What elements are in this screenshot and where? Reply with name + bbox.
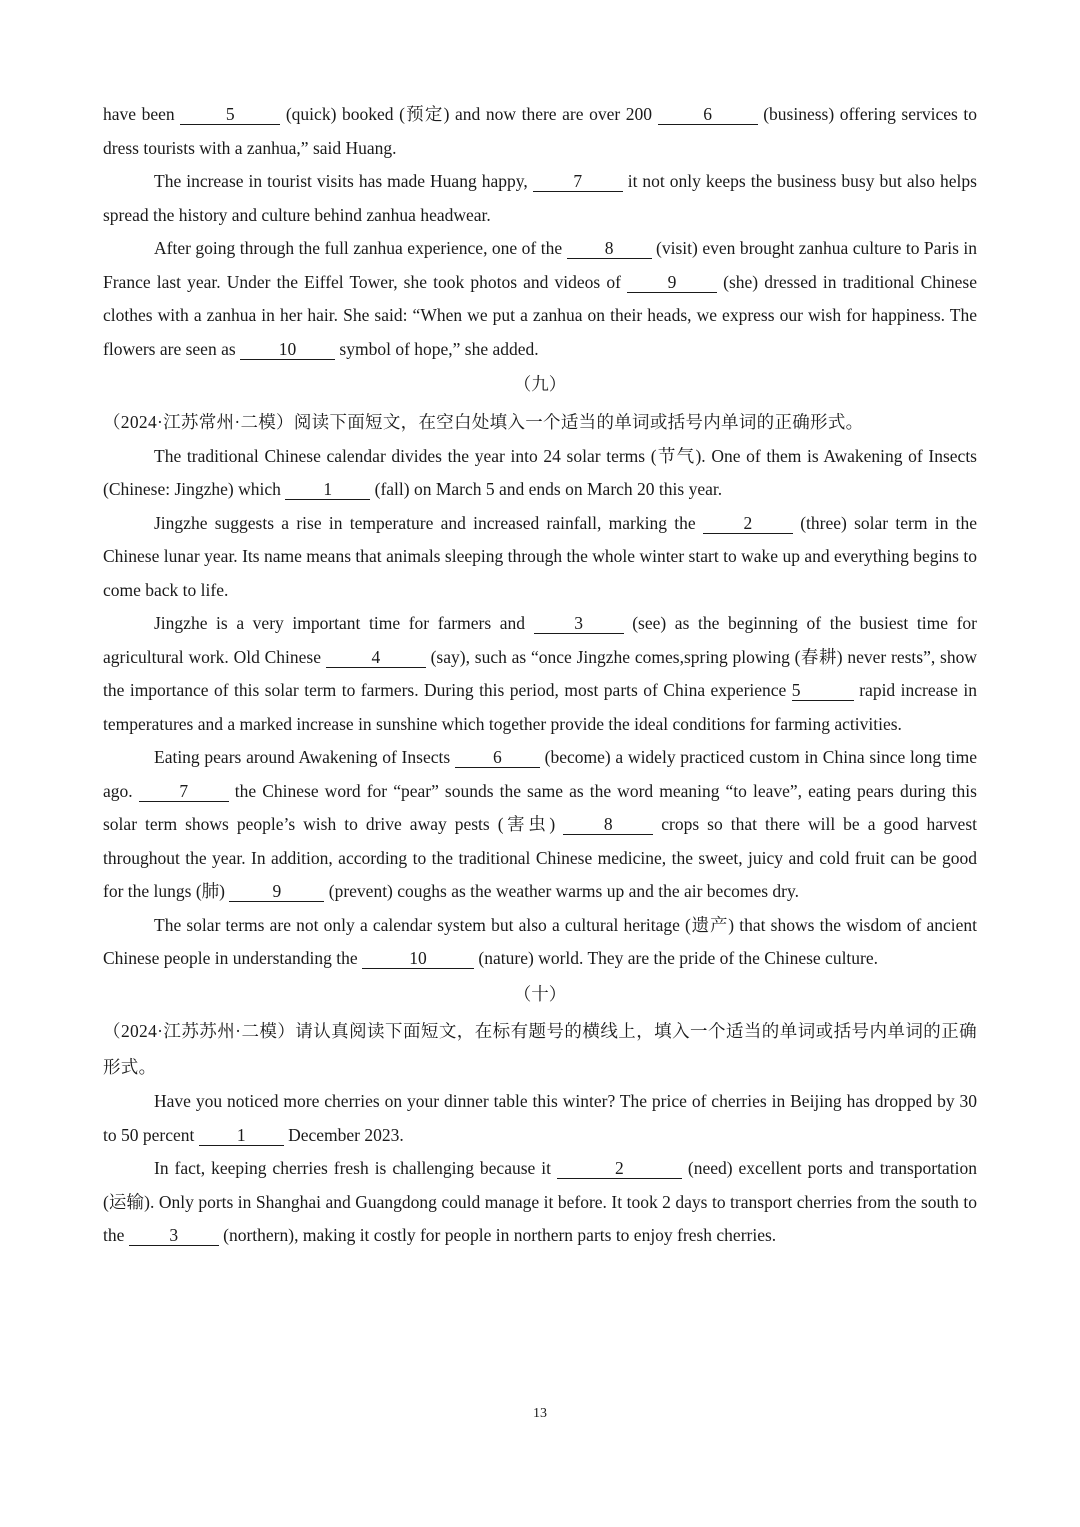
section-instructions: （2024·江苏苏州·二模）请认真阅读下面短文，在标有题号的横线上，填入一个适当的单词或括号内单词的正确形式。: [103, 1021, 977, 1077]
text: (she) dressed in traditional Chinese clothes with a zanhua in her hair. She said: “When we put a zanhua on their heads, we express our wish for happiness. The flowers are seen as: [103, 271, 977, 359]
text: After going through the full zanhua experience, one of the: [154, 238, 567, 258]
text: (become) a widely practiced custom in China since long time ago.: [103, 747, 977, 801]
paragraph: [103, 165, 977, 232]
paragraph: [103, 741, 977, 909]
text: December 2023.: [283, 1124, 404, 1145]
text: (see) as the beginning of the busiest time for agricultural work. Old Chinese: [103, 613, 977, 667]
text: (three) solar term in the Chinese lunar year. Its name means that animals sleeping through the whole winter start to wake up and everything begins to come back to life.: [103, 512, 977, 600]
blank-7: 7: [139, 781, 229, 802]
text: (quick) booked (预定) and now there are over 200: [280, 104, 658, 124]
text: The solar terms are not only a calendar system but also a cultural heritage (遗产) that shows the wisdom of ancient Chinese people in understanding the: [103, 914, 977, 968]
paragraph: [103, 909, 977, 976]
blank-10: 10: [362, 948, 474, 969]
text: have been: [103, 104, 181, 124]
blank-3: 3: [534, 613, 624, 634]
text: The increase in tourist visits has made Huang happy,: [154, 171, 533, 191]
blank-2: 2: [703, 513, 793, 534]
text: (fall) on March 5 and ends on March 20 this year.: [370, 479, 723, 499]
blank-5: 5: [792, 680, 854, 701]
text: (prevent) coughs as the weather warms up and the air becomes dry.: [324, 881, 799, 901]
section-instructions: （2024·江苏常州·二模）阅读下面短文，在空白处填入一个适当的单词或括号内单词的正确形式。: [103, 411, 864, 432]
blank-3: 3: [129, 1225, 219, 1246]
text: (say), such as “once Jingzhe comes,spring plowing (春耕) never rests”, show the importance of this solar term to farmers. During this period, most parts of China experience: [103, 646, 977, 700]
document-page: [103, 98, 977, 1253]
paragraph: [103, 1152, 977, 1253]
text: (business) offering services to dress tourists with a zanhua,” said Huang.: [103, 104, 977, 158]
blank-2: 2: [557, 1158, 682, 1179]
text: crops so that there will be a good harvest throughout the year. In addition, according to the traditional Chinese medicine, the sweet, juicy and cold fruit can be good for the lungs (肺): [103, 814, 977, 901]
blank-7: 7: [533, 171, 623, 192]
paragraph: [103, 232, 977, 366]
blank-6: 6: [455, 747, 540, 768]
text: Eating pears around Awakening of Insects: [154, 747, 455, 767]
blank-1: 1: [285, 479, 370, 500]
blank-1: 1: [199, 1125, 284, 1146]
blank-10: 10: [240, 339, 335, 360]
text: (nature) world. They are the pride of the Chinese culture.: [474, 948, 879, 968]
blank-8: 8: [563, 814, 653, 835]
paragraph: [103, 507, 977, 608]
text: symbol of hope,” she added.: [335, 338, 539, 359]
text: In fact, keeping cherries fresh is challenging because it: [154, 1158, 557, 1178]
text: (need) excellent ports and transportation (运输). Only ports in Shanghai and Guangdong could manage it before. It took 2 days to transport cherries from the south to the: [103, 1158, 977, 1245]
text: (visit) even brought zanhua culture to Paris in France last year. Under the Eiffel Tower, she took photos and videos of: [103, 238, 978, 292]
paragraph: [103, 607, 977, 741]
section-heading: （十）: [513, 983, 567, 1004]
text: Jingzhe suggests a rise in temperature and increased rainfall, marking the: [154, 512, 703, 533]
text: rapid increase in temperatures and a marked increase in sunshine which together provide the ideal conditions for farming activities.: [103, 680, 978, 734]
text: (northern), making it costly for people in northern parts to enjoy fresh cherries.: [218, 1225, 777, 1245]
text: it not only keeps the business busy but also helps spread the history and culture behind zanhua headwear.: [103, 171, 977, 225]
blank-8: 8: [567, 238, 652, 259]
text: Have you noticed more cherries on your dinner table this winter? The price of cherries in Beijing has dropped by 30 to 50 percent: [103, 1091, 977, 1145]
blank-5: 5: [180, 104, 280, 125]
paragraph: [103, 98, 977, 165]
blank-9: 9: [229, 881, 324, 902]
blank-6: 6: [658, 104, 758, 125]
blank-9: 9: [627, 272, 717, 293]
text: Jingzhe is a very important time for farmers and: [154, 613, 534, 633]
text: the Chinese word for “pear” sounds the same as the word meaning “to leave”, eating pears during this solar term shows people’s wish to drive away pests (害虫): [103, 780, 977, 834]
blank-4: 4: [326, 647, 426, 668]
section-heading: （九）: [513, 374, 567, 394]
paragraph: [103, 440, 977, 507]
text: The traditional Chinese calendar divides the year into 24 solar terms (节气). One of them is Awakening of Insects (Chinese: Jingzhe) which: [103, 445, 977, 499]
page-number: 13: [533, 1406, 547, 1421]
paragraph: [103, 1085, 977, 1152]
